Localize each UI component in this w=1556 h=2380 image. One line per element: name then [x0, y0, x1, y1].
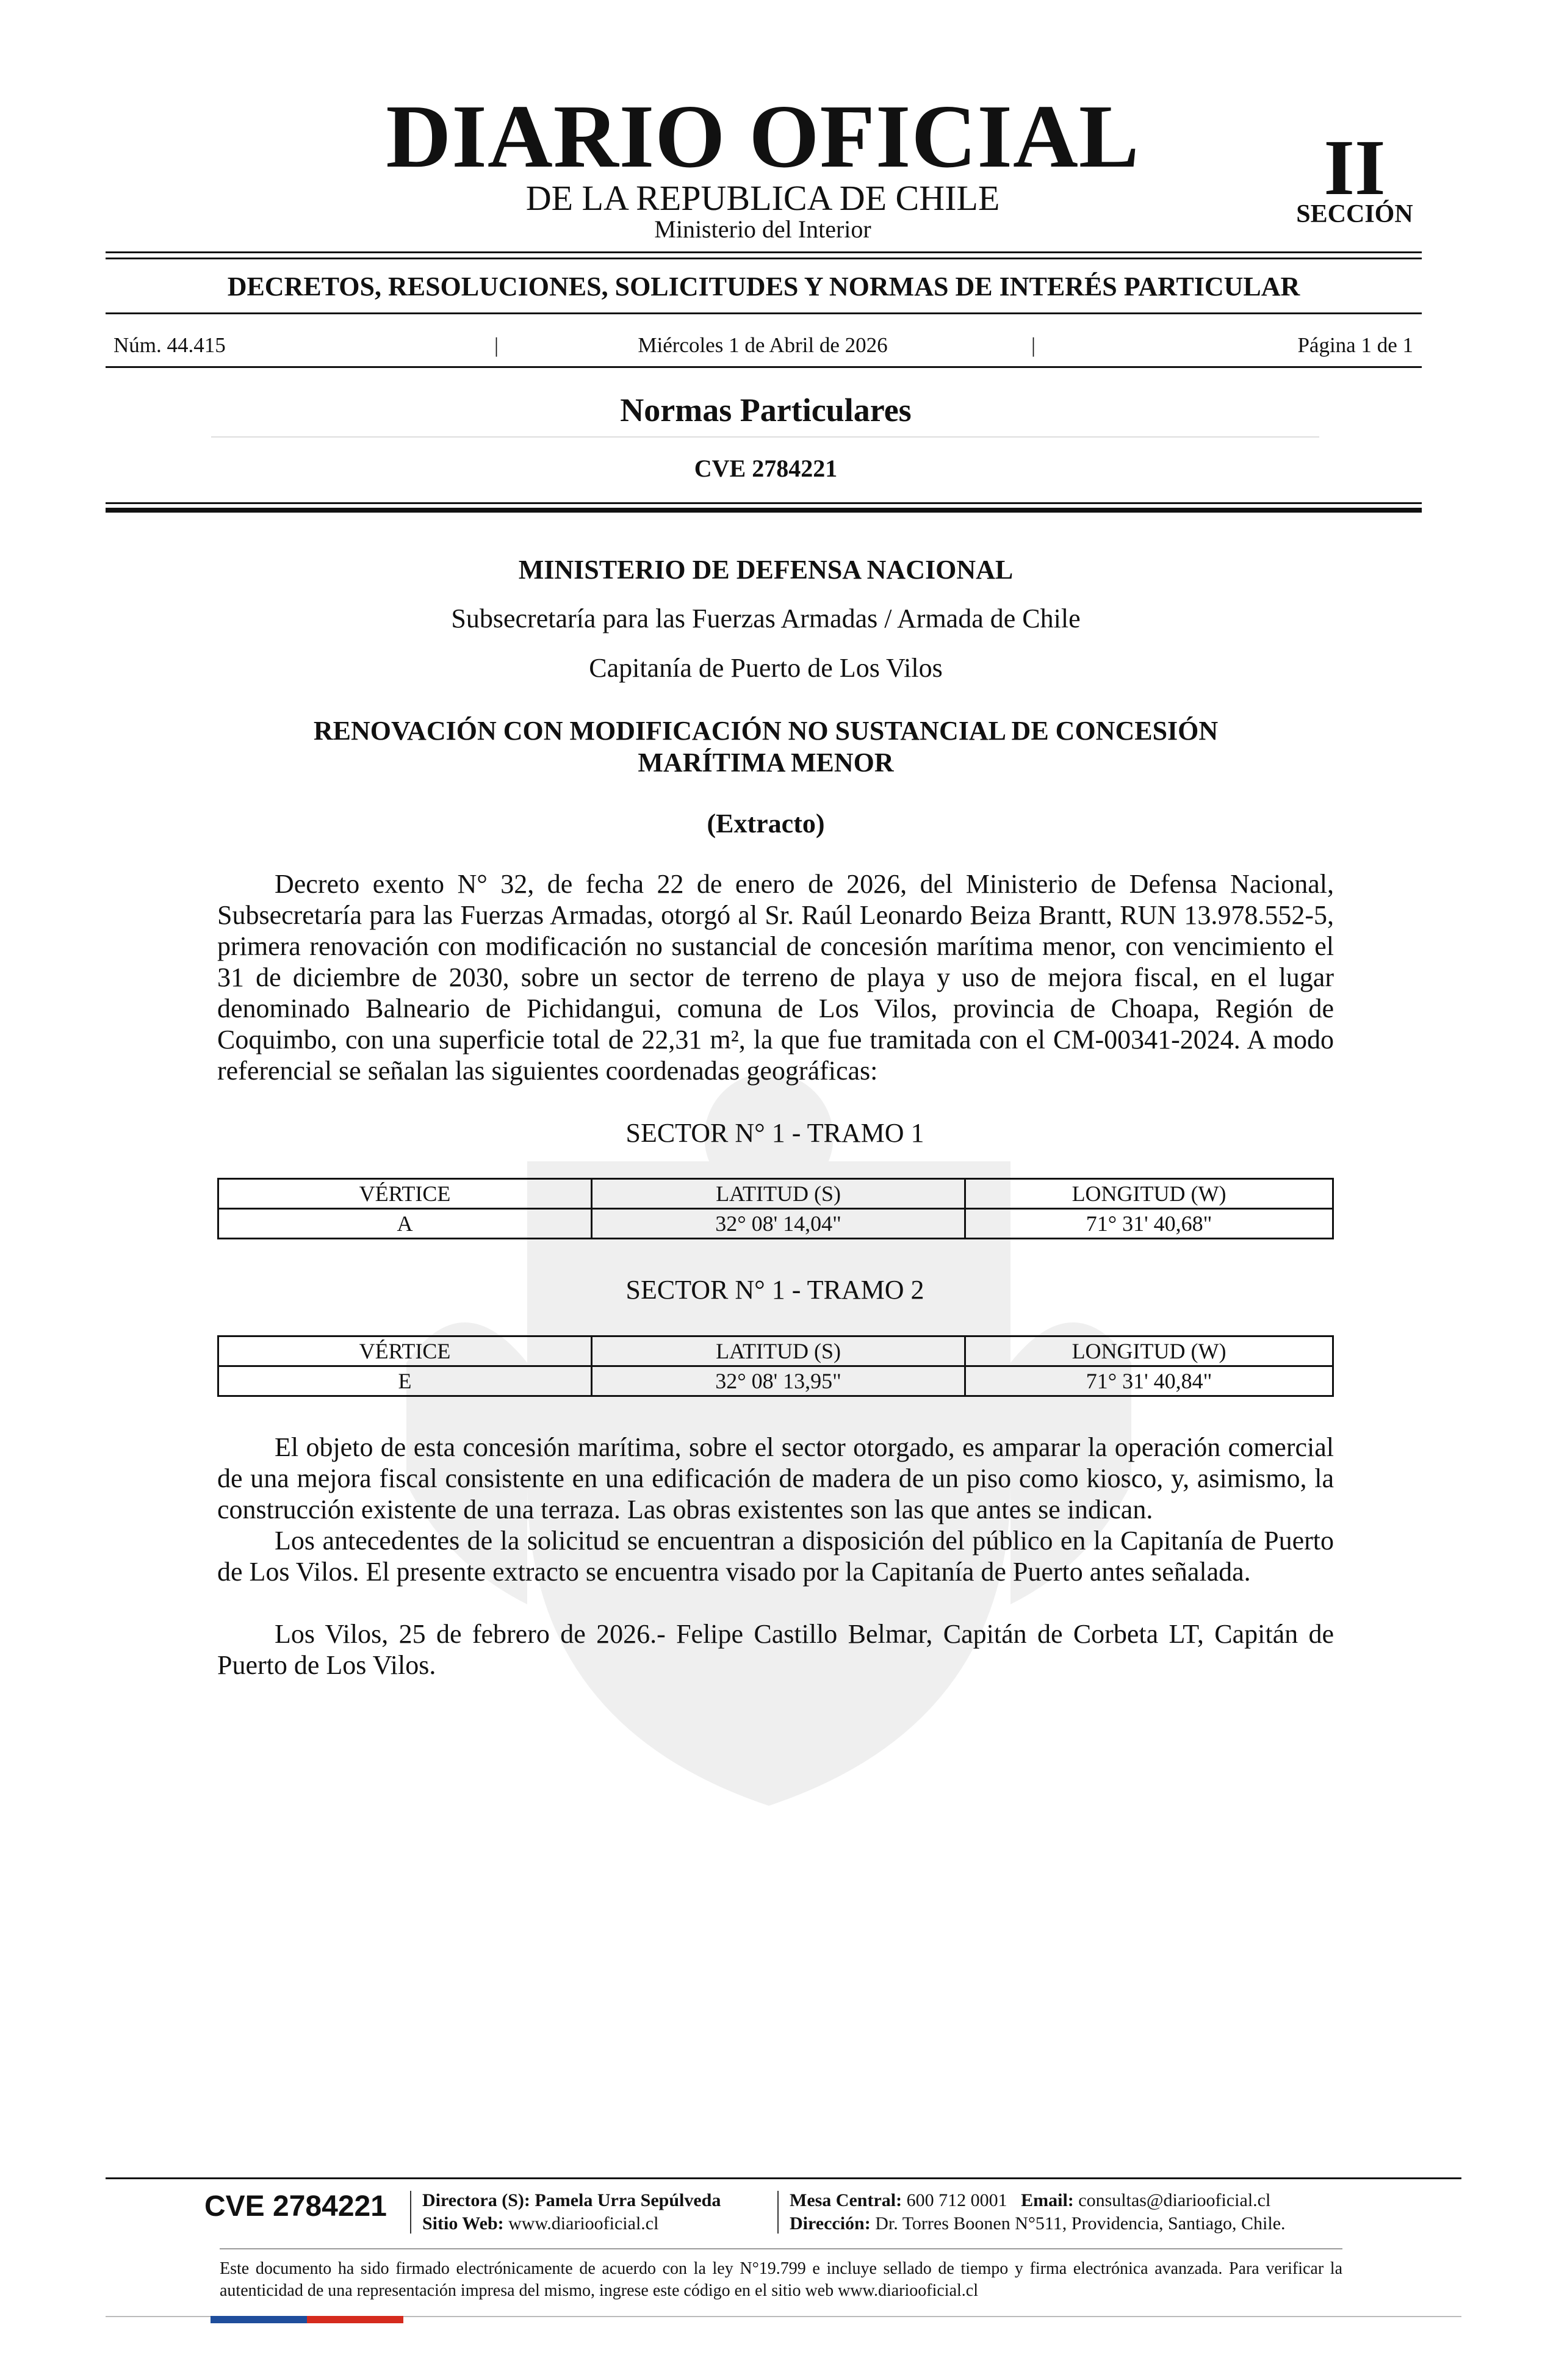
footer-cve: CVE 2784221: [204, 2190, 387, 2223]
signature-paragraph: Los Vilos, 25 de febrero de 2026.- Felipe Castillo Belmar, Capitán de Corbeta LT, Capitán de Puerto de Los Vilos.: [217, 1619, 1334, 1680]
column-header: LONGITUD (W): [965, 1336, 1333, 1366]
category-rule: [106, 312, 1422, 314]
extracto-label: (Extracto): [707, 809, 825, 838]
cve-code: CVE 2784221: [694, 455, 838, 482]
email-link[interactable]: consultas@diariooficial.cl: [1078, 2190, 1271, 2210]
direccion-label: Dirección:: [790, 2213, 871, 2234]
table-cell: 32° 08' 13,95": [592, 1366, 965, 1396]
subsecretaria: Subsecretaría para las Fuerzas Armadas / Armada de Chile: [451, 604, 1081, 633]
column-header: LATITUD (S): [592, 1336, 965, 1366]
mesa-value: 600 712 0001: [906, 2190, 1007, 2210]
table-header-row: [218, 1336, 1333, 1366]
cve-rule-thick: [106, 508, 1422, 513]
flag-bar-red: [307, 2316, 403, 2323]
masthead-rule-2: [106, 258, 1422, 259]
footer-divider: [410, 2191, 411, 2234]
table-title: SECTOR N° 1 - TRAMO 2: [625, 1275, 924, 1305]
footer-sitio: [422, 2213, 658, 2235]
table-cell: 71° 31' 40,84": [965, 1366, 1333, 1396]
table-title: SECTOR N° 1 - TRAMO 1: [625, 1118, 924, 1148]
antecedentes-paragraph: Los antecedentes de la solicitud se encuentran a disposición del público en la Capitanía de Puerto de Los Vilos. El presente extracto se encuentra visado por la Capitanía de Puerto antes señalada.: [217, 1526, 1334, 1587]
footer-address: [790, 2213, 1286, 2235]
issue-date: Miércoles 1 de Abril de 2026: [638, 333, 888, 357]
footer-note-rule: [220, 2248, 1342, 2249]
footer-directora: [422, 2190, 721, 2212]
intro-paragraph: Decreto exento N° 32, de fecha 22 de enero de 2026, del Ministerio de Defensa Nacional, Subsecretaría para las Fuerzas Armadas, otorgó al Sr. Raúl Leonardo Beiza Brantt, RUN 13.978.552-5, primera renovación con modificación no sustancial de concesión marítima menor, con vencimiento el 31 de diciembre de 2030, sobre un sector de terreno de playa y uso de mejora fiscal, en el lugar denominado Balneario de Pichidangui, comuna de Los Vilos, provincia de Choapa, Región de Coquimbo, con una superficie total de 22,31 m², la que fue tramitada con el CM-00341-2024. A modo referencial se señalan las siguientes coordenadas geográficas:: [217, 869, 1334, 1086]
column-header: VÉRTICE: [218, 1336, 592, 1366]
footer-divider: [777, 2191, 779, 2234]
flag-bar-blue: [211, 2316, 307, 2323]
body-closing: [217, 1432, 1334, 1681]
meta-separator: |: [494, 333, 499, 357]
direccion-value: Dr. Torres Boonen N°511, Providencia, Santiago, Chile.: [875, 2213, 1286, 2234]
page-indicator: Página 1 de 1: [1297, 333, 1413, 357]
document-title: RENOVACIÓN CON MODIFICACIÓN NO SUSTANCIAL DE CONCESIÓN MARÍTIMA MENOR: [313, 716, 1219, 777]
masthead-ministry: Ministerio del Interior: [654, 215, 871, 243]
issue-number: Núm. 44.415: [113, 333, 226, 357]
email-label: Email:: [1021, 2190, 1074, 2210]
meta-rule: [106, 366, 1422, 368]
divider: [211, 436, 1319, 438]
column-header: LATITUD (S): [592, 1179, 965, 1209]
capitania: Capitanía de Puerto de Los Vilos: [589, 653, 943, 683]
mesa-label: Mesa Central:: [790, 2190, 902, 2210]
section-heading: Normas Particulares: [620, 392, 912, 428]
sitio-link[interactable]: www.diariooficial.cl: [508, 2213, 659, 2234]
footer-note: Este documento ha sido firmado electrónicamente de acuerdo con la ley N°19.799 e incluye sellado de tiempo y firma electrónica avanzada. Para verificar la autenticidad de una representación impresa del mismo, ingrese este código en el sitio web www.diariooficial.cl: [220, 2259, 1342, 2300]
section-number: II: [1324, 124, 1386, 212]
cve-rule: [106, 502, 1422, 504]
body-intro: [217, 868, 1334, 1086]
table-cell: A: [218, 1209, 592, 1239]
column-header: LONGITUD (W): [965, 1179, 1333, 1209]
table-cell: 71° 31' 40,68": [965, 1209, 1333, 1239]
table-row: [218, 1366, 1333, 1396]
table-cell: E: [218, 1366, 592, 1396]
table-header-row: [218, 1179, 1333, 1209]
coordinates-table-1: [217, 1178, 1334, 1239]
sitio-label: Sitio Web:: [422, 2213, 504, 2234]
table-cell: 32° 08' 14,04": [592, 1209, 965, 1239]
masthead-rule: [106, 251, 1422, 253]
ministry-heading: MINISTERIO DE DEFENSA NACIONAL: [518, 555, 1014, 585]
directora-label: Directora (S):: [422, 2190, 530, 2210]
column-header: VÉRTICE: [218, 1179, 592, 1209]
section-label: SECCIÓN: [1296, 200, 1413, 228]
category-heading: DECRETOS, RESOLUCIONES, SOLICITUDES Y NORMAS DE INTERÉS PARTICULAR: [227, 272, 1300, 301]
masthead-title: DIARIO OFICIAL: [386, 87, 1140, 187]
footer-contact: [790, 2190, 1270, 2212]
masthead-subtitle: DE LA REPUBLICA DE CHILE: [525, 178, 1000, 218]
objeto-paragraph: El objeto de esta concesión marítima, sobre el sector otorgado, es amparar la operación comercial de una mejora fiscal consistente en una edificación de madera de un piso como kiosco, y, asimismo, la construcción existente de una terraza. Las obras existentes son las que antes se indican.: [217, 1432, 1334, 1524]
meta-separator: |: [1031, 333, 1036, 357]
table-row: [218, 1209, 1333, 1239]
coordinates-table-2: [217, 1335, 1334, 1397]
footer-rule: [106, 2177, 1461, 2179]
directora-value: Pamela Urra Sepúlveda: [535, 2190, 721, 2210]
